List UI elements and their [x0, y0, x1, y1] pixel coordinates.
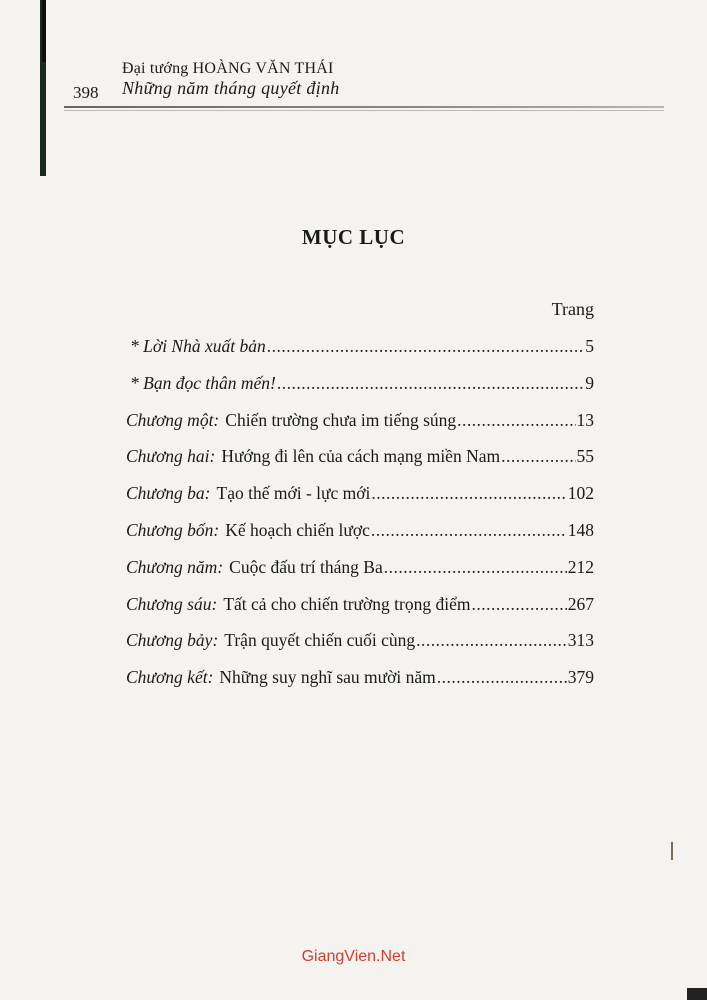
toc-entry	[126, 520, 594, 557]
scan-edge-left-dark	[42, 0, 46, 62]
toc-entry-page: 148	[567, 519, 594, 540]
toc-entry-name: Hướng đi lên của cách mạng miền Nam	[221, 446, 501, 467]
toc-list	[126, 336, 594, 704]
toc-entry-name: Tất cả cho chiến trường trọng điểm	[223, 593, 471, 614]
toc-entry-label: Chương hai:	[126, 446, 216, 467]
toc-leader-dots	[267, 336, 585, 357]
toc-leader-dots	[457, 410, 575, 431]
toc-entry-label: Chương ba:	[126, 483, 211, 504]
toc-leader-dots	[371, 483, 566, 504]
toc-leader-dots	[371, 520, 567, 541]
toc-entry-label: Chương năm:	[126, 556, 224, 577]
header-author: Đại tướng HOÀNG VĂN THÁI	[122, 60, 334, 77]
toc-entry	[126, 594, 594, 631]
header-rule-thin	[64, 110, 664, 111]
watermark: GiangVien.Net	[301, 948, 406, 965]
page-column-label: Trang	[551, 299, 594, 319]
toc-entry-name: Những suy nghĩ sau mười năm	[219, 667, 436, 688]
toc-entry-name: Tạo thế mới - lực mới	[216, 483, 371, 504]
toc-entry-label: Chương bảy:	[126, 630, 219, 651]
toc-entry	[126, 446, 594, 483]
toc-entry	[126, 373, 594, 410]
toc-entry-page: 379	[567, 667, 594, 688]
toc-entry-label: * Bạn đọc thân mến!	[130, 372, 276, 393]
header-rule	[64, 106, 664, 108]
page-number: 398	[73, 83, 99, 102]
toc-entry-page: 313	[567, 630, 594, 651]
scan-mark-right	[671, 842, 673, 860]
toc-entry	[126, 483, 594, 520]
toc-entry-page: 5	[585, 336, 594, 356]
toc-entry-label: * Lời Nhà xuất bản	[130, 336, 266, 356]
toc-entry-name: Trận quyết chiến cuối cùng	[224, 630, 416, 651]
toc-entry-label: Chương kết:	[126, 667, 214, 688]
toc-entry	[126, 410, 594, 447]
toc-entry-page: 212	[567, 556, 594, 577]
toc-leader-dots	[416, 630, 567, 651]
toc-entry-page: 9	[585, 372, 594, 393]
toc-leader-dots	[471, 594, 566, 615]
toc-entry-page: 13	[576, 409, 594, 430]
toc-entry	[126, 630, 594, 667]
scan-edge-bottom-right	[687, 988, 707, 1000]
toc-leader-dots	[277, 373, 584, 394]
toc-entry	[126, 557, 594, 594]
toc-leader-dots	[437, 667, 567, 688]
toc-entry-name: Kế hoạch chiến lược	[225, 519, 370, 540]
toc-entry-page: 55	[576, 446, 594, 467]
toc-entry-label: Chương sáu:	[126, 593, 218, 614]
toc-entry-page: 102	[567, 483, 594, 504]
toc-leader-dots	[501, 446, 575, 467]
toc-entry-page: 267	[567, 593, 594, 614]
toc-entry-name: Chiến trường chưa im tiếng súng	[225, 409, 457, 430]
toc-entry	[126, 336, 594, 373]
toc-title: MỤC LỤC	[301, 225, 406, 249]
toc-entry	[126, 667, 594, 704]
toc-entry-label: Chương bốn:	[126, 519, 220, 540]
header-book-title: Những năm tháng quyết định	[122, 78, 340, 98]
toc-entry-name: Cuộc đấu trí tháng Ba	[229, 556, 383, 577]
toc-leader-dots	[384, 557, 567, 578]
toc-entry-label: Chương một:	[126, 409, 220, 430]
